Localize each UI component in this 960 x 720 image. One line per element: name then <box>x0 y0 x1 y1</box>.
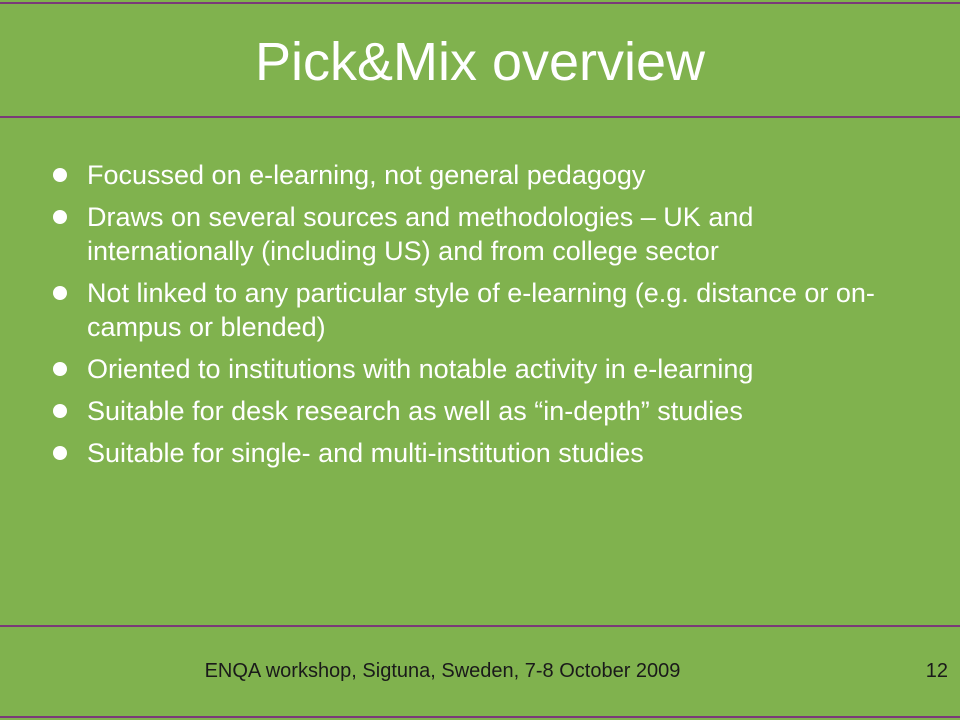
bullet-item <box>52 200 912 268</box>
bullet-icon <box>53 362 67 376</box>
page-number: 12 <box>925 660 948 682</box>
slide-title: Pick&Mix overview <box>254 32 706 92</box>
bullet-item <box>52 436 912 470</box>
top-divider <box>0 2 960 4</box>
footer-divider <box>0 625 960 627</box>
bullet-item <box>52 352 912 386</box>
bullet-text: Draws on several sources and methodologies – UK and internationally (including US) and from college sector <box>87 202 754 266</box>
bullet-text: Suitable for single- and multi-institution studies <box>87 438 644 468</box>
bullet-icon <box>53 168 67 182</box>
bullet-icon <box>53 446 67 460</box>
bullet-text: Focussed on e-learning, not general pedagogy <box>87 160 646 190</box>
bullet-icon <box>53 210 67 224</box>
bullet-icon <box>53 286 67 300</box>
title-divider <box>0 116 960 118</box>
bullet-item <box>52 394 912 428</box>
bullet-item <box>52 276 912 344</box>
bullet-text: Oriented to institutions with notable activity in e-learning <box>87 354 754 384</box>
bullet-icon <box>53 404 67 418</box>
bullet-item <box>52 158 912 192</box>
bottom-divider <box>0 716 960 718</box>
footer-text: ENQA workshop, Sigtuna, Sweden, 7-8 October 2009 <box>204 660 681 682</box>
bullet-list <box>52 158 912 478</box>
bullet-text: Suitable for desk research as well as “in-depth” studies <box>87 396 743 426</box>
bullet-text: Not linked to any particular style of e-learning (e.g. distance or on-campus or blended) <box>87 278 875 342</box>
